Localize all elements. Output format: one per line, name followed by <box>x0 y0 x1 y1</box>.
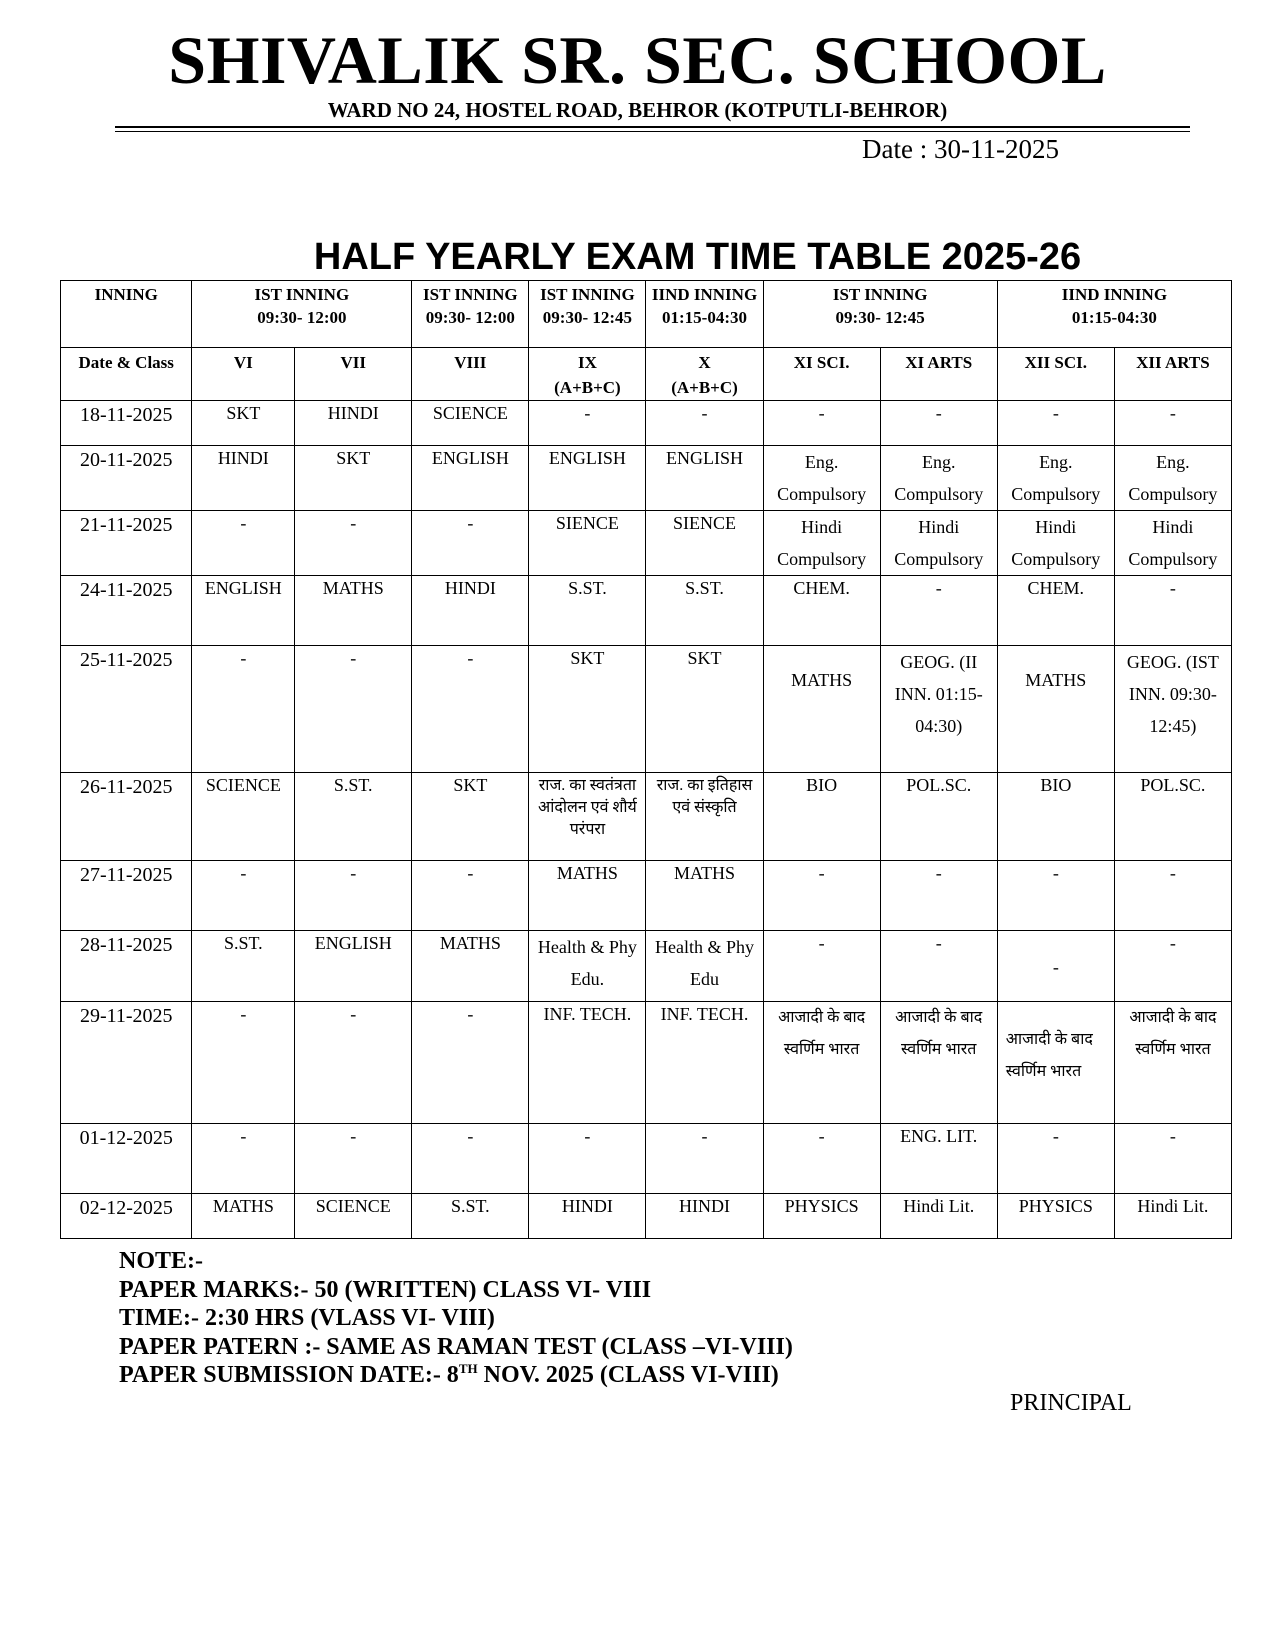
cell-xi-arts: - <box>880 861 997 931</box>
cell-xii-arts: - <box>1114 861 1231 931</box>
cell-viii: S.ST. <box>412 1194 529 1239</box>
class-header-row <box>61 348 1232 401</box>
cell-vi: - <box>192 1002 295 1124</box>
cell-xi-arts: POL.SC. <box>880 773 997 861</box>
class-viii-header: VIII <box>412 348 529 401</box>
cell-xi-arts: GEOG. (II INN. 01:15-04:30) <box>880 646 997 773</box>
cell-x: - <box>646 1124 763 1194</box>
note-submission-date: PAPER SUBMISSION DATE:- 8TH NOV. 2025 (CLASS VI-VIII) <box>119 1361 779 1388</box>
cell-xi-arts: Hindi Compulsory <box>880 511 997 576</box>
cell-xii-arts: GEOG. (IST INN. 09:30-12:45) <box>1114 646 1231 773</box>
cell-ix: HINDI <box>529 1194 646 1239</box>
cell-vii: MATHS <box>295 576 412 646</box>
cell-x: ENGLISH <box>646 446 763 511</box>
cell-vii: S.ST. <box>295 773 412 861</box>
cell-viii: - <box>412 1124 529 1194</box>
exam-date: 27-11-2025 <box>61 861 192 931</box>
cell-vi: - <box>192 861 295 931</box>
table-row <box>61 511 1232 576</box>
cell-xi-arts: ENG. LIT. <box>880 1124 997 1194</box>
cell-ix: ENGLISH <box>529 446 646 511</box>
cell-xi-sci: - <box>763 401 880 446</box>
cell-xi-sci: - <box>763 1124 880 1194</box>
class-xii-sci-header: XII SCI. <box>997 348 1114 401</box>
cell-vii: - <box>295 511 412 576</box>
cell-x: S.ST. <box>646 576 763 646</box>
issue-date: Date : 30-11-2025 <box>862 134 1059 164</box>
note-heading: NOTE:- <box>119 1248 203 1274</box>
cell-viii: - <box>412 1002 529 1124</box>
inning-vi-vii: IST INNING 09:30- 12:00 <box>192 281 412 348</box>
table-row <box>61 1002 1232 1124</box>
cell-viii: MATHS <box>412 931 529 1002</box>
inning-xi: IST INNING 09:30- 12:45 <box>763 281 997 348</box>
cell-x: MATHS <box>646 861 763 931</box>
cell-vii: HINDI <box>295 401 412 446</box>
cell-vii: SKT <box>295 446 412 511</box>
cell-xii-sci: - <box>997 861 1114 931</box>
cell-xi-sci: Hindi Compulsory <box>763 511 880 576</box>
exam-title: HALF YEARLY EXAM TIME TABLE 2025-26 <box>313 236 1082 278</box>
cell-xii-sci: MATHS <box>997 646 1114 773</box>
cell-x: SIENCE <box>646 511 763 576</box>
exam-date: 24-11-2025 <box>61 576 192 646</box>
cell-xi-arts: आजादी के बाद स्वर्णिम भारत <box>880 1002 997 1124</box>
cell-xii-arts: - <box>1114 401 1231 446</box>
cell-x: Health & Phy Edu <box>646 931 763 1002</box>
cell-viii: SCIENCE <box>412 401 529 446</box>
cell-xii-arts: Hindi Compulsory <box>1114 511 1231 576</box>
cell-vi: - <box>192 646 295 773</box>
table-row <box>61 861 1232 931</box>
cell-xii-sci: - <box>997 931 1114 1002</box>
exam-date: 26-11-2025 <box>61 773 192 861</box>
cell-xii-arts: POL.SC. <box>1114 773 1231 861</box>
inning-label: INNING <box>61 281 192 348</box>
cell-x: राज. का इतिहास एवं संस्कृति <box>646 773 763 861</box>
note-time: TIME:- 2:30 HRS (VLASS VI- VIII) <box>119 1305 495 1331</box>
cell-xi-arts: - <box>880 401 997 446</box>
cell-xii-arts: Eng. Compulsory <box>1114 446 1231 511</box>
cell-xii-sci: - <box>997 401 1114 446</box>
cell-xii-arts: आजादी के बाद स्वर्णिम भारत <box>1114 1002 1231 1124</box>
cell-ix: राज. का स्वतंत्रता आंदोलन एवं शौर्य परंपरा <box>529 773 646 861</box>
table-row <box>61 446 1232 511</box>
table-row <box>61 646 1232 773</box>
exam-date: 21-11-2025 <box>61 511 192 576</box>
class-xi-sci-header: XI SCI. <box>763 348 880 401</box>
cell-viii: - <box>412 861 529 931</box>
cell-ix: SKT <box>529 646 646 773</box>
exam-date: 02-12-2025 <box>61 1194 192 1239</box>
cell-xii-arts: - <box>1114 576 1231 646</box>
cell-xii-arts: - <box>1114 1124 1231 1194</box>
header-divider-thin <box>115 131 1190 132</box>
exam-date: 29-11-2025 <box>61 1002 192 1124</box>
cell-xi-sci: PHYSICS <box>763 1194 880 1239</box>
table-row <box>61 931 1232 1002</box>
cell-xii-sci: PHYSICS <box>997 1194 1114 1239</box>
cell-vi: MATHS <box>192 1194 295 1239</box>
cell-vii: - <box>295 861 412 931</box>
note-paper-marks: PAPER MARKS:- 50 (WRITTEN) CLASS VI- VIII <box>119 1276 652 1303</box>
cell-xii-sci: - <box>997 1124 1114 1194</box>
cell-vii: SCIENCE <box>295 1194 412 1239</box>
cell-x: INF. TECH. <box>646 1002 763 1124</box>
cell-vi: SCIENCE <box>192 773 295 861</box>
cell-ix: SIENCE <box>529 511 646 576</box>
cell-ix: INF. TECH. <box>529 1002 646 1124</box>
principal-signature: PRINCIPAL <box>1010 1390 1132 1416</box>
cell-ix: MATHS <box>529 861 646 931</box>
cell-vii: ENGLISH <box>295 931 412 1002</box>
cell-xi-sci: Eng. Compulsory <box>763 446 880 511</box>
note-paper-pattern: PAPER PATERN :- SAME AS RAMAN TEST (CLASS –VI-VIII) <box>119 1333 793 1360</box>
cell-vi: S.ST. <box>192 931 295 1002</box>
cell-xii-sci: CHEM. <box>997 576 1114 646</box>
cell-vii: - <box>295 1002 412 1124</box>
class-xii-arts-header: XII ARTS <box>1114 348 1231 401</box>
cell-xi-sci: - <box>763 861 880 931</box>
cell-xi-arts: Hindi Lit. <box>880 1194 997 1239</box>
cell-xi-sci: MATHS <box>763 646 880 773</box>
cell-xi-sci: - <box>763 931 880 1002</box>
cell-vii: - <box>295 646 412 773</box>
class-xi-arts-header: XI ARTS <box>880 348 997 401</box>
class-vi-header: VI <box>192 348 295 401</box>
cell-xi-sci: CHEM. <box>763 576 880 646</box>
cell-x: - <box>646 401 763 446</box>
cell-xii-arts: Hindi Lit. <box>1114 1194 1231 1239</box>
notes-section <box>119 1247 793 1390</box>
table-row <box>61 576 1232 646</box>
exam-date: 18-11-2025 <box>61 401 192 446</box>
cell-viii: - <box>412 511 529 576</box>
cell-x: SKT <box>646 646 763 773</box>
inning-ix: IST INNING 09:30- 12:45 <box>529 281 646 348</box>
cell-ix: S.ST. <box>529 576 646 646</box>
cell-x: HINDI <box>646 1194 763 1239</box>
inning-viii: IST INNING 09:30- 12:00 <box>412 281 529 348</box>
cell-viii: ENGLISH <box>412 446 529 511</box>
class-x-header: X (A+B+C) <box>646 348 763 401</box>
cell-xii-sci: BIO <box>997 773 1114 861</box>
cell-vii: - <box>295 1124 412 1194</box>
cell-vi: HINDI <box>192 446 295 511</box>
exam-date: 01-12-2025 <box>61 1124 192 1194</box>
cell-vi: - <box>192 511 295 576</box>
cell-viii: HINDI <box>412 576 529 646</box>
class-vii-header: VII <box>295 348 412 401</box>
school-name: SHIVALIK SR. SEC. SCHOOL <box>168 22 1107 98</box>
school-address: WARD NO 24, HOSTEL ROAD, BEHROR (KOTPUTLI-BEHROR) <box>327 98 948 122</box>
table-row <box>61 1194 1232 1239</box>
cell-xii-sci: Eng. Compulsory <box>997 446 1114 511</box>
table-row <box>61 773 1232 861</box>
table-row <box>61 401 1232 446</box>
table-row <box>61 1124 1232 1194</box>
cell-xi-sci: आजादी के बाद स्वर्णिम भारत <box>763 1002 880 1124</box>
cell-xii-arts: - <box>1114 931 1231 1002</box>
header-divider-thick <box>115 126 1190 128</box>
cell-vi: SKT <box>192 401 295 446</box>
cell-xii-sci: Hindi Compulsory <box>997 511 1114 576</box>
exam-timetable <box>60 280 1232 1239</box>
cell-xii-sci: आजादी के बाद स्वर्णिम भारत <box>997 1002 1114 1124</box>
date-class-label: Date & Class <box>61 348 192 401</box>
cell-xi-arts: - <box>880 576 997 646</box>
inning-xii: IIND INNING 01:15-04:30 <box>997 281 1231 348</box>
cell-vi: ENGLISH <box>192 576 295 646</box>
cell-xi-arts: - <box>880 931 997 1002</box>
cell-ix: Health & Phy Edu. <box>529 931 646 1002</box>
exam-date: 28-11-2025 <box>61 931 192 1002</box>
inning-header-row <box>61 281 1232 348</box>
cell-xi-sci: BIO <box>763 773 880 861</box>
cell-vi: - <box>192 1124 295 1194</box>
cell-viii: SKT <box>412 773 529 861</box>
cell-ix: - <box>529 1124 646 1194</box>
exam-date: 25-11-2025 <box>61 646 192 773</box>
cell-viii: - <box>412 646 529 773</box>
inning-x: IIND INNING 01:15-04:30 <box>646 281 763 348</box>
cell-xi-arts: Eng. Compulsory <box>880 446 997 511</box>
cell-ix: - <box>529 401 646 446</box>
exam-date: 20-11-2025 <box>61 446 192 511</box>
class-ix-header: IX (A+B+C) <box>529 348 646 401</box>
